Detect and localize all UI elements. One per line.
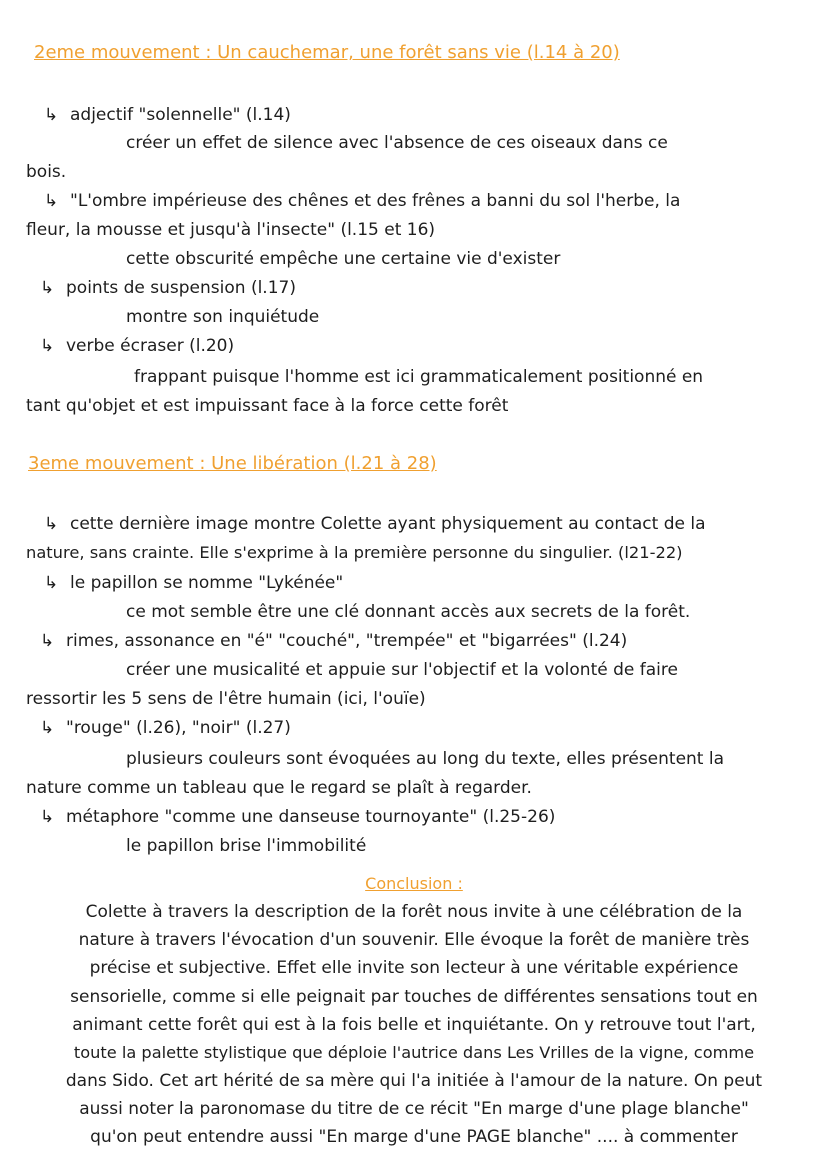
note-line: ce mot semble être une clé donnant accès aux secrets de la forêt. — [126, 602, 691, 622]
note-line: nature, sans crainte. Elle s'exprime à la première personne du singulier. (l21-22) — [26, 543, 683, 562]
section2-heading: 2eme mouvement : Un cauchemar, une forêt sans vie (l.14 à 20) — [34, 42, 620, 63]
bullet-rimes: ↳ rimes, assonance en "é" "couché", "trempée" et "bigarrées" (l.24) — [40, 631, 628, 651]
note-line: ressortir les 5 sens de l'être humain (ici, l'ouïe) — [26, 689, 426, 709]
arrow-icon: ↳ — [44, 105, 59, 125]
conclusion-line: dans Sido. Cet art hérité de sa mère qui l'a initiée à l'amour de la nature. On peut — [65, 1071, 763, 1091]
note-line: nature comme un tableau que le regard se plaît à regarder. — [26, 778, 532, 798]
arrow-icon: ↳ — [40, 807, 55, 827]
bullet-suspension: ↳ points de suspension (l.17) — [40, 278, 296, 298]
arrow-icon: ↳ — [40, 336, 55, 356]
conclusion-line: précise et subjective. Effet elle invite son lecteur à une véritable expérience — [89, 958, 739, 978]
note-line: créer une musicalité et appuie sur l'objectif et la volonté de faire — [126, 660, 678, 680]
bullet-verbe: ↳ verbe écraser (l.20) — [40, 336, 235, 356]
conclusion-title: Conclusion : — [365, 874, 463, 893]
conclusion-line: Colette à travers la description de la forêt nous invite à une célébration de la — [85, 902, 743, 922]
arrow-icon: ↳ — [40, 718, 55, 738]
note-line: cette obscurité empêche une certaine vie d'exister — [126, 249, 561, 269]
arrow-icon: ↳ — [44, 514, 59, 534]
bullet-image: ↳ cette dernière image montre Colette ayant physiquement au contact de la — [44, 514, 706, 534]
arrow-icon: ↳ — [44, 573, 59, 593]
section3-heading: 3eme mouvement : Une libération (l.21 à 28) — [28, 453, 437, 474]
arrow-icon: ↳ — [40, 631, 55, 651]
note-line: plusieurs couleurs sont évoquées au long du texte, elles présentent la — [126, 749, 725, 769]
note-line: créer un effet de silence avec l'absence de ces oiseaux dans ce — [126, 133, 668, 153]
conclusion-line: nature à travers l'évocation d'un souvenir. Elle évoque la forêt de manière très — [78, 930, 750, 950]
bullet-adjectif: ↳ adjectif "solennelle" (l.14) — [44, 105, 291, 125]
note-line: le papillon brise l'immobilité — [126, 836, 367, 856]
bullet-metaphore: ↳ métaphore "comme une danseuse tournoyante" (l.25-26) — [40, 807, 556, 827]
conclusion-line: sensorielle, comme si elle peignait par touches de différentes sensations tout en — [70, 987, 758, 1007]
arrow-icon: ↳ — [44, 191, 59, 211]
conclusion-line: toute la palette stylistique que déploie l'autrice dans Les Vrilles de la vigne, comme — [73, 1043, 755, 1062]
note-line: fleur, la mousse et jusqu'à l'insecte" (l.15 et 16) — [26, 220, 436, 240]
bullet-couleurs: ↳ "rouge" (l.26), "noir" (l.27) — [40, 718, 291, 738]
conclusion-line: animant cette forêt qui est à la fois belle et inquiétante. On y retrouve tout l'art, — [72, 1015, 756, 1035]
conclusion-line: qu'on peut entendre aussi "En marge d'une PAGE blanche" .... à commenter — [90, 1127, 738, 1147]
bullet-quote: ↳ "L'ombre impérieuse des chênes et des frênes a banni du sol l'herbe, la — [44, 191, 681, 211]
note-line: montre son inquiétude — [126, 307, 320, 327]
note-line: bois. — [26, 162, 67, 182]
note-line: tant qu'objet et est impuissant face à la force cette forêt — [26, 396, 509, 416]
note-line: frappant puisque l'homme est ici grammaticalement positionné en — [134, 367, 704, 387]
conclusion-line: aussi noter la paronomase du titre de ce récit "En marge d'une plage blanche" — [79, 1099, 749, 1119]
arrow-icon: ↳ — [40, 278, 55, 298]
bullet-papillon: ↳ le papillon se nomme "Lykénée" — [44, 573, 344, 593]
